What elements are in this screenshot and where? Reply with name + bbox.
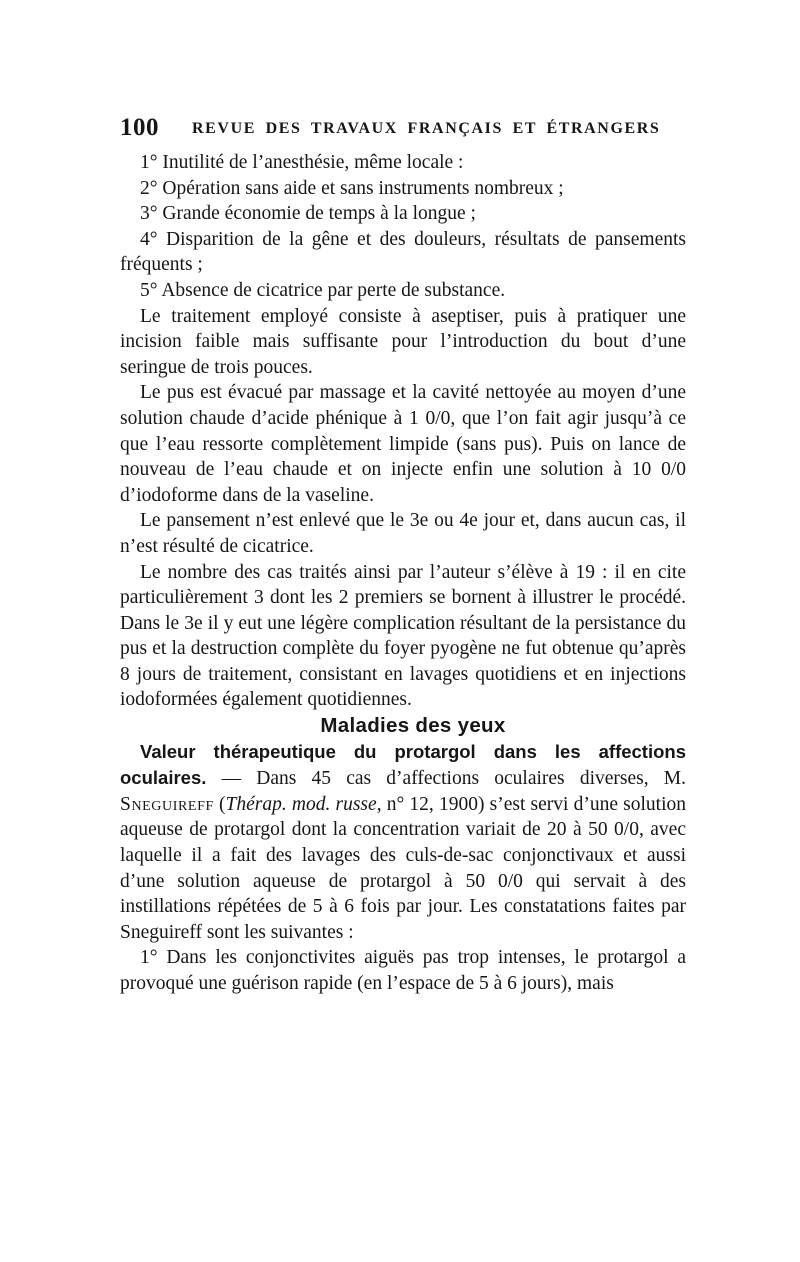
running-header	[120, 114, 686, 144]
section-title: Maladies des yeux	[320, 714, 506, 738]
author-name: Sneguireff	[120, 793, 214, 815]
page-number: 100	[120, 114, 159, 141]
paragraph: Le pansement n’est enlevé que le 3e ou 4e jour et, dans aucun cas, il n’est résulté de cicatrice.	[120, 510, 686, 557]
paren-open: (	[213, 793, 226, 815]
article-text-1: Dans 45 cas d’affections oculaires diverses, M.	[256, 768, 686, 790]
journal-citation: Thérap. mod. russe	[225, 793, 377, 815]
list-item: 5° Absence de cicatrice par perte de substance.	[140, 279, 506, 301]
list-item: 2° Opération sans aide et sans instruments nombreux ;	[140, 177, 564, 199]
list-item: 4° Disparition de la gêne et des douleurs, résultats de pansements fréquents ;	[120, 228, 686, 276]
article-paragraph	[120, 739, 686, 946]
article-text-2: , n° 12, 1900) s’est servi d’une solution aqueuse de protargol dont la concentration variait de 20 à 50 0/0, avec laquelle il a fait des lavages des culs-de-sac conjonctivaux et aussi d’une solution aqueuse de protargol à 50 0/0 qui servait à des instillations répétées de 5 à 6 fois par jour. Les constatations faites par Sneguireff sont les suivantes :	[120, 793, 686, 943]
running-title: REVUE DES TRAVAUX FRANÇAIS ET ÉTRANGERS	[192, 120, 661, 137]
list-item: 1° Inutilité de l’anesthésie, même locale :	[140, 152, 464, 173]
list-item: 3° Grande économie de temps à la longue ;	[140, 203, 476, 225]
paragraph: Le nombre des cas traités ainsi par l’auteur s’élève à 19 : il en cite particulièrement 3 dont les 2 premiers se bornent à illustrer le procédé. Dans le 3e il y eut une légère complication résultant de la persistance du pus et la destruction complète du foyer pyogène ne fut obtenue qu’après 8 jours de traitement, consistant en lavages quotidiens et en injections iodoformées également quotidiennes.	[120, 561, 686, 711]
article-heading: Valeur thérapeutique du protargol dans les affections oculaires.	[120, 740, 686, 789]
body-text	[120, 150, 686, 997]
paragraph: Le traitement employé consiste à aseptiser, puis à pratiquer une incision faible mais suffisante pour l’introduction du bout d’une seringue de trois pouces.	[120, 305, 686, 378]
paragraph: Le pus est évacué par massage et la cavité nettoyée au moyen d’une solution chaude d’acide phénique à 1 0/0, que l’on fait agir jusqu’à ce que l’eau ressorte complètement limpide (sans pus). Puis on lance de nouveau de l’eau chaude et on injecte enfin une solution à 10 0/0 d’iodoforme dans de la vaseline.	[120, 382, 686, 506]
article-dash: —	[206, 768, 257, 790]
article-last-paragraph: 1° Dans les conjonctivites aiguës pas trop intenses, le protargol a provoqué une guérison rapide (en l’espace de 5 à 6 jours), mais	[120, 947, 686, 994]
